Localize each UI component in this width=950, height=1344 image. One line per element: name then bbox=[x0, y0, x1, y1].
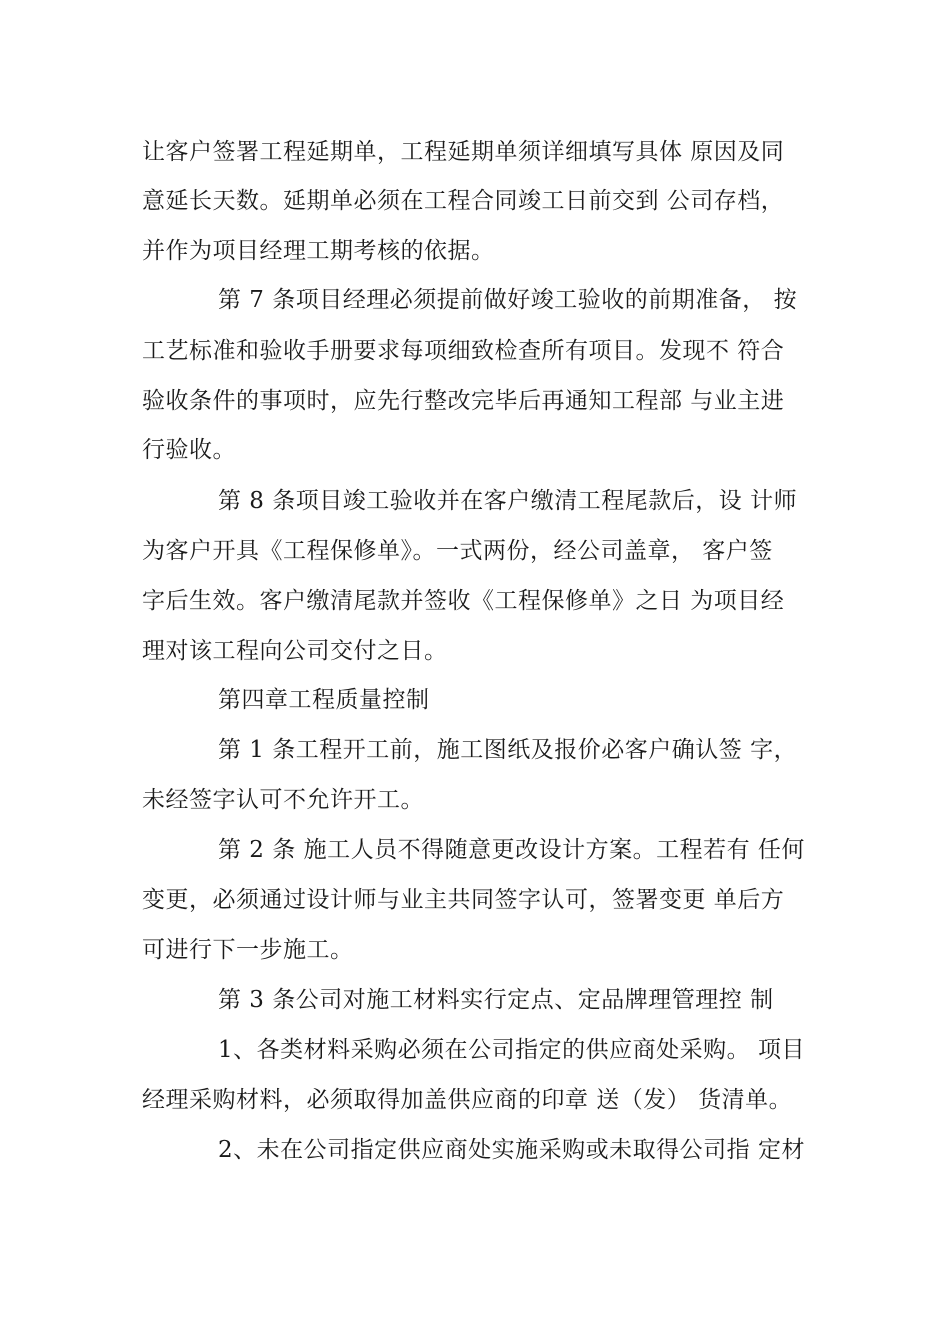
text-line: 第 7 条项目经理必须提前做好竣工验收的前期准备， 按 bbox=[218, 287, 798, 313]
text-line: 经理采购材料，必须取得加盖供应商的印章 送（发） 货清单。 bbox=[142, 1087, 793, 1113]
text-line: 第 8 条项目竣工验收并在客户缴清工程尾款后，设 计师 bbox=[218, 488, 798, 514]
chapter-heading: 第四章工程质量控制 bbox=[218, 687, 430, 713]
text-line: 意延长天数。延期单必须在工程合同竣工日前交到 公司存档， bbox=[142, 188, 785, 214]
text-line: 验收条件的事项时，应先行整改完毕后再通知工程部 与业主进 bbox=[142, 388, 785, 414]
text-line: 第 1 条工程开工前，施工图纸及报价必客户确认签 字， bbox=[218, 737, 798, 763]
text-line: 1、各类材料采购必须在公司指定的供应商处采购。 项目 bbox=[218, 1037, 805, 1063]
text-line: 2、未在公司指定供应商处实施采购或未取得公司指 定材 bbox=[218, 1137, 805, 1163]
text-line: 理对该工程向公司交付之日。 bbox=[142, 638, 448, 664]
text-line: 让客户签署工程延期单，工程延期单须详细填写具体 原因及同 bbox=[142, 139, 785, 165]
text-line: 第 2 条 施工人员不得随意更改设计方案。工程若有 任何 bbox=[218, 837, 805, 863]
text-line: 变更，必须通过设计师与业主共同签字认可，签署变更 单后方 bbox=[142, 887, 785, 913]
text-line: 行验收。 bbox=[142, 437, 236, 463]
text-line: 未经签字认可不允许开工。 bbox=[142, 787, 424, 813]
text-line: 字后生效。客户缴清尾款并签收《工程保修单》之日 为项目经 bbox=[142, 588, 785, 614]
text-line: 第 3 条公司对施工材料实行定点、定品牌理管理控 制 bbox=[218, 987, 774, 1013]
text-line: 为客户开具《工程保修单》。一式两份，经公司盖章， 客户签 bbox=[142, 538, 773, 564]
text-line: 工艺标准和验收手册要求每项细致检查所有项目。发现不 符合 bbox=[142, 338, 785, 364]
text-line: 并作为项目经理工期考核的依据。 bbox=[142, 238, 495, 264]
text-line: 可进行下一步施工。 bbox=[142, 937, 354, 963]
